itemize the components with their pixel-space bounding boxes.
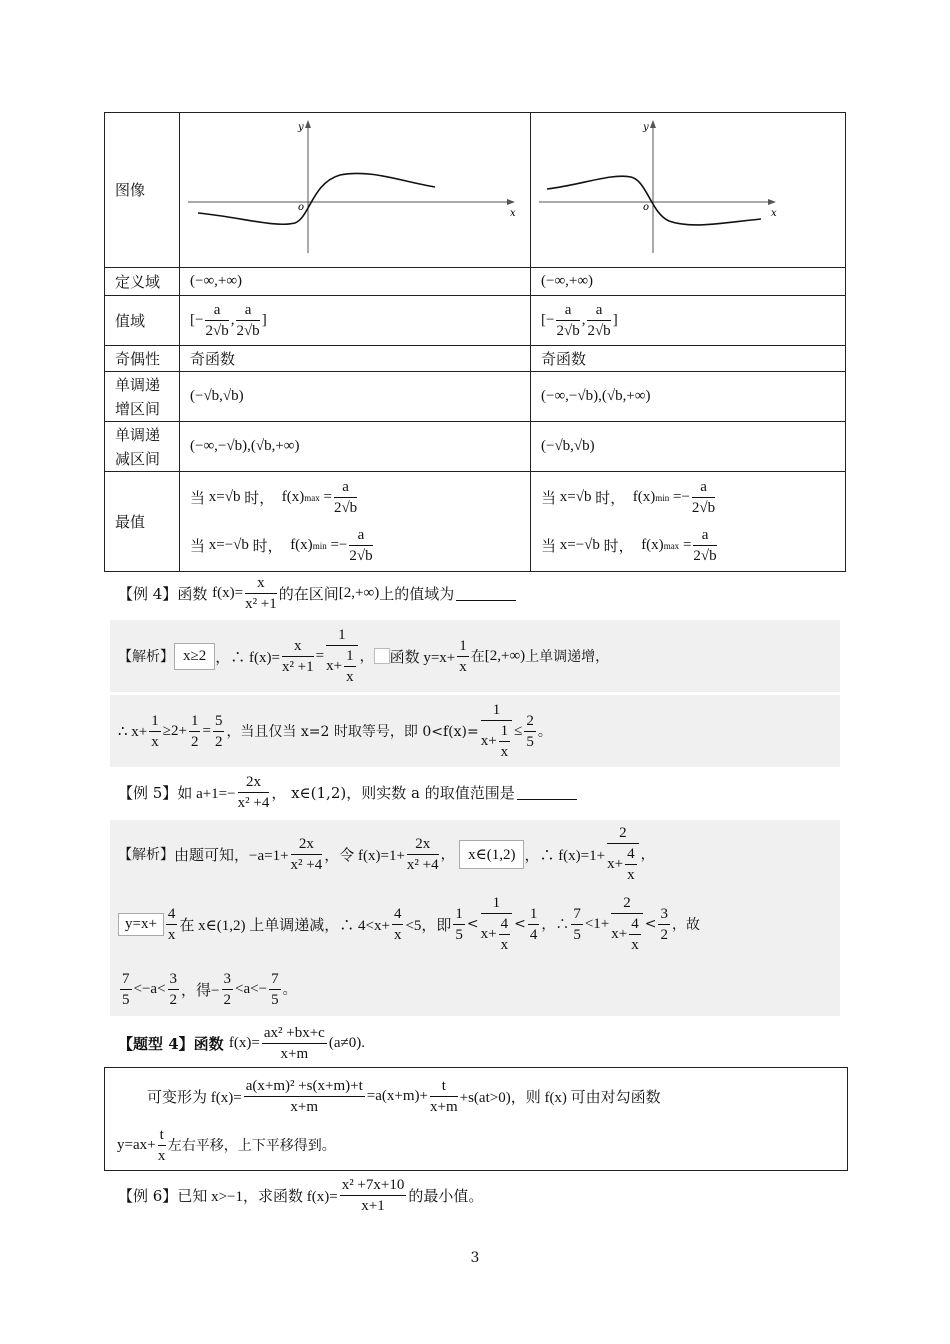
inc-right: (−∞,−√b),(√b,+∞) xyxy=(531,372,846,422)
example-4: 【例 4】 函数 f(x)= $\frac{x}{\text{x² +1}}$ 的在区间 [2,+∞) 上的值域为 xyxy=(118,573,516,613)
svg-text:y: y xyxy=(298,122,304,133)
domain-left: (−∞,+∞) xyxy=(180,268,531,296)
dec-right: (−√b,√b) xyxy=(531,422,846,472)
solution-4-part1: 【解析】 x≥2 ，∴ f(x)= $\frac{x}{\text{x² +1}}$ = 1 x+ $\frac{1}{x}$ ， 函数 y=x+ $\frac{1}{x}$ 在 [2,+∞) 上单调递增， xyxy=(110,620,840,692)
example-6: 【例 6】 已知 x>−1，求函数 f(x)= $\frac{\text{x² +7x+10}}{x+1}$ 的最小值。 xyxy=(118,1176,484,1214)
graph-left-cell xyxy=(180,113,531,268)
dec-left: (−∞,−√b),(√b,+∞) xyxy=(180,422,531,472)
graph-left xyxy=(180,113,530,263)
label-parity: 奇偶性 xyxy=(105,346,180,372)
svg-text:x: x xyxy=(771,208,777,219)
transformation-box: 可变形为 f(x)= $\frac{\text{a(x+m)² +s(x+m)+t}}{x+m}$ =a(x+m)+ $\frac{t}{x+m}$ +s(at>0)，则 f(x) 可由对勾函数 y=ax+ $\frac{t}{x}$ 左右平移，上下平移得到。 xyxy=(104,1067,848,1171)
svg-text:x: x xyxy=(510,208,516,219)
example-5: 【例 5】 如 a+1=− $\frac{2x}{\text{x² +4}}$ ， x∈(1,2)，则实数 a 的取值范围是 xyxy=(118,772,577,812)
solution-4-part2: ∴ x+ $\frac{1}{x}$ ≥2+ $\frac{1}{2}$ = $\frac{5}{2}$ ，当且仅当 x=2 时取等号，即 0<f(x)= 1 x+ $\frac{1}{x}$ ≤ $\frac{2}{5}$ 。 xyxy=(110,695,840,767)
extreme-right: 当 x=√b 时， f(x) min =− $\frac{a}{2√b}$ 当 x=−√b 时， f(x) max = $\frac{a}{2√b}$ xyxy=(531,472,846,572)
extreme-left: 当 x=√b 时， f(x) max = $\frac{a}{2√b}$ 当 x=−√b 时， f(x) min =− $\frac{a}{2√b}$ xyxy=(180,472,531,572)
empty-box xyxy=(374,648,390,664)
domain-right: (−∞,+∞) xyxy=(531,268,846,296)
label-image: 图像 xyxy=(105,113,180,268)
solution-5: 【解析】 由题可知，−a=1+ $\frac{2x}{\text{x² +4}}$ ，令 f(x)=1+ $\frac{2x}{\text{x² +4}}$ ， x∈(1,2) ，∴ f(x)=1+ 2 x+ $\frac{4}{x}$ ， y=x+ $\frac{4}{x}$ 在 x∈(1,2) 上单调递减，∴ 4<x+ $\frac{4}{x}$ <5，即 $\frac{1}{5}$ < 1 x+ $\frac{4}{x}$ < $\frac{1}{4}$ ，∴ $\frac{7}{5}$ <1+ 2 x+ $\frac{4}{x}$ < $\frac{3}{2}$ ，故 $\frac{7}{5}$ <−a< $\frac{3}{2}$ ，得− $\frac{3}{2}$ <a<− $\frac{7}{5}$ 。 xyxy=(110,820,840,1016)
label-range: 值域 xyxy=(105,296,180,346)
inc-left: (−√b,√b) xyxy=(180,372,531,422)
label-domain: 定义域 xyxy=(105,268,180,296)
parity-right: 奇函数 xyxy=(531,346,846,372)
range-left: [− $\frac{a}{2√b}$ , $\frac{a}{2√b}$ ] xyxy=(180,296,531,346)
properties-table xyxy=(104,112,846,572)
parity-left: 奇函数 xyxy=(180,346,531,372)
svg-text:y: y xyxy=(643,122,649,133)
label-increasing: 单调递 增区间 xyxy=(105,372,180,422)
graph-right-cell xyxy=(531,113,846,268)
graph-right xyxy=(531,113,845,263)
label-extreme: 最值 xyxy=(105,472,180,572)
page-number: 3 xyxy=(470,1250,480,1266)
svg-text:o: o xyxy=(298,202,305,213)
range-right: [− $\frac{a}{2√b}$ , $\frac{a}{2√b}$ ] xyxy=(531,296,846,346)
answer-blank xyxy=(517,785,577,800)
label-decreasing: 单调递 减区间 xyxy=(105,422,180,472)
svg-text:o: o xyxy=(643,202,650,213)
answer-blank xyxy=(456,586,516,601)
type-4-heading: 【题型 4】函数 f(x)= $\frac{\text{ax² +bx+c}}{x+m}$ (a≠0). xyxy=(118,1024,365,1062)
